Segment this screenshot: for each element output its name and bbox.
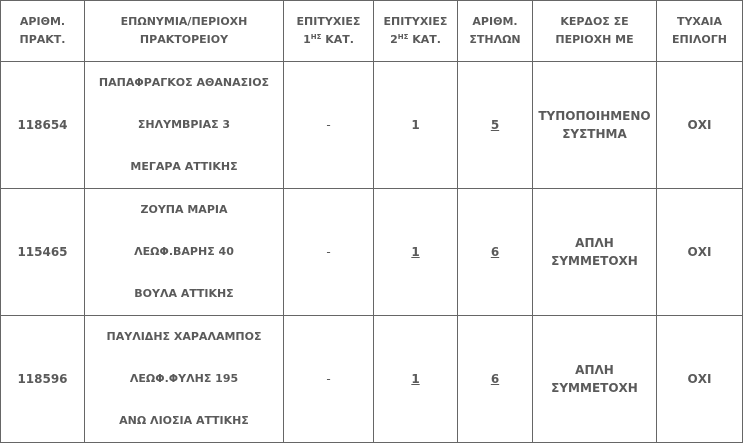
agency-area: ΒΟΥΛΑ ΑΤΤΙΚΗΣ — [134, 287, 234, 300]
agency-id-cell: 115465 — [1, 189, 85, 316]
agency-name: ΖΟΥΠΑ ΜΑΡΙΑ — [140, 203, 228, 216]
random-pick-cell: ΟΧΙ — [657, 316, 743, 443]
agency-id-cell: 118596 — [1, 316, 85, 443]
agency-name: ΠΑΥΛΙΔΗΣ ΧΑΡΑΛΑΜΠΟΣ — [106, 330, 262, 343]
columns-cell — [458, 189, 533, 316]
agency-name: ΠΑΠΑΦΡΑΓΚΟΣ ΑΘΑΝΑΣΙΟΣ — [98, 76, 270, 89]
columns-link[interactable]: 6 — [490, 372, 500, 386]
columns-cell — [458, 62, 533, 189]
first-category-cell: - — [284, 189, 374, 316]
header-random-pick: ΤΥΧΑΙΑ ΕΠΙΛΟΓΗ — [657, 1, 743, 62]
second-category-cell — [374, 189, 458, 316]
second-category-cell: 1 — [374, 62, 458, 189]
agency-address: ΣΗΛΥΜΒΡΙΑΣ 3 — [137, 118, 231, 131]
header-columns: ΑΡΙΘΜ. ΣΤΗΛΩΝ — [458, 1, 533, 62]
columns-link[interactable]: 5 — [490, 118, 500, 132]
first-category-cell: - — [284, 62, 374, 189]
agency-address: ΛΕΩΦ.ΒΑΡΗΣ 40 — [134, 245, 234, 258]
agency-info-cell — [85, 189, 284, 316]
table-row — [1, 316, 743, 443]
first-category-cell: - — [284, 316, 374, 443]
agency-area: ΜΕΓΑΡΑ ΑΤΤΙΚΗΣ — [130, 160, 238, 173]
gain-area-cell: ΑΠΛΗ ΣΥΜΜΕΤΟΧΗ — [533, 316, 657, 443]
header-first-category: ΕΠΙΤΥΧΙΕΣ $1^{H\Sigma}$ ΚΑΤ. — [284, 1, 374, 62]
agency-info-cell — [85, 62, 284, 189]
columns-link[interactable]: 6 — [490, 245, 500, 259]
gain-area-cell: ΑΠΛΗ ΣΥΜΜΕΤΟΧΗ — [533, 189, 657, 316]
random-pick-cell: ΟΧΙ — [657, 62, 743, 189]
table-header-row — [1, 1, 743, 62]
random-pick-cell: ΟΧΙ — [657, 189, 743, 316]
columns-cell — [458, 316, 533, 443]
gain-area-cell: ΤΥΠΟΠΟΙΗΜΕΝΟ ΣΥΣΤΗΜΑ — [533, 62, 657, 189]
header-agency-info: ΕΠΩΝΥΜΙΑ/ΠΕΡΙΟΧΗ ΠΡΑΚΤΟΡΕΙΟΥ — [85, 1, 284, 62]
table-row — [1, 62, 743, 189]
second-category-link[interactable]: 1 — [411, 372, 420, 386]
agency-address: ΛΕΩΦ.ΦΥΛΗΣ 195 — [129, 372, 239, 385]
second-category-cell — [374, 316, 458, 443]
header-second-category: ΕΠΙΤΥΧΙΕΣ $2^{H\Sigma}$ ΚΑΤ. — [374, 1, 458, 62]
header-agency-id: ΑΡΙΘΜ. ΠΡΑΚΤ. — [1, 1, 85, 62]
second-category-link[interactable]: 1 — [411, 245, 420, 259]
header-gain-area: ΚΕΡΔΟΣ ΣΕ ΠΕΡΙΟΧΗ ΜΕ — [533, 1, 657, 62]
table-row — [1, 189, 743, 316]
agency-id-cell: 118654 — [1, 62, 85, 189]
agency-area: ΑΝΩ ΛΙΟΣΙΑ ΑΤΤΙΚΗΣ — [119, 414, 249, 427]
agency-info-cell — [85, 316, 284, 443]
